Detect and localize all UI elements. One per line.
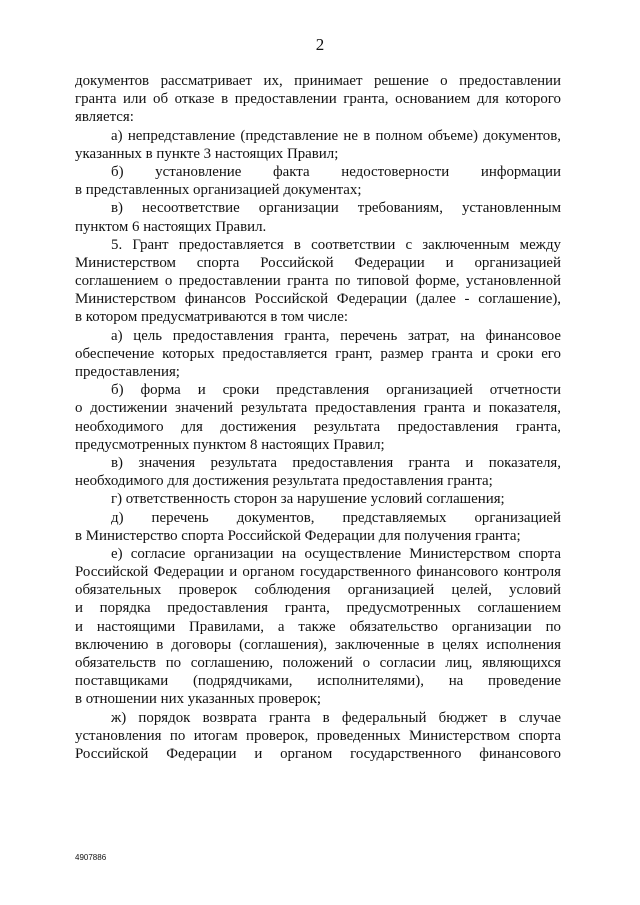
text-line: в отношении них указанных проверок;: [75, 691, 322, 708]
text-line: обязательств по соглашению, положений о согласии лиц, являющихся: [75, 655, 561, 671]
paragraph: [75, 490, 561, 508]
text-line: б) форма и сроки представления организацией отчетности: [111, 382, 561, 399]
text-line: в котором предусматриваются в том числе:: [75, 309, 348, 326]
paragraph: [75, 381, 561, 454]
text-line: о достижении значений результата предоставления гранта и показателя,: [75, 400, 561, 417]
paragraph: [75, 454, 561, 490]
paragraph: [75, 127, 561, 163]
text-line: указанных в пункте 3 настоящих Правил;: [75, 145, 339, 162]
text-line: в) несоответствие организации требованиям, установленным: [111, 200, 561, 217]
text-line: а) цель предоставления гранта, перечень затрат, на финансовое: [111, 327, 561, 344]
paragraph: [75, 327, 561, 382]
text-line: является:: [75, 109, 134, 126]
text-line: 5. Грант предоставляется в соответствии с заключенным между: [111, 236, 561, 253]
text-line: предусмотренных пунктом 8 настоящих Правил;: [75, 436, 385, 453]
text-line: г) ответственность сторон за нарушение условий соглашения;: [111, 491, 505, 508]
text-line: гранта или об отказе в предоставлении гранта, основанием для которого: [75, 91, 561, 108]
paragraph: [75, 545, 561, 709]
text-line: обеспечение которых предоставляется грант, размер гранта и сроки его: [75, 345, 561, 362]
paragraph: [75, 72, 561, 127]
text-line: обязательных проверок соблюдения организацией целей, условий: [75, 582, 561, 599]
paragraph: [75, 163, 561, 199]
document-code: 4907886: [75, 853, 107, 862]
text-line: в) значения результата предоставления гранта и показателя,: [111, 454, 561, 471]
text-line: в Министерство спорта Российской Федерации для получения гранта;: [75, 527, 521, 544]
text-line: документов рассматривает их, принимает решение о предоставлении: [75, 73, 561, 89]
text-line: соглашением о предоставлении гранта по типовой форме, установленной: [75, 273, 561, 290]
text-line: необходимого для достижения результата предоставления гранта;: [75, 473, 493, 490]
text-line: предоставления;: [75, 364, 180, 380]
page-number: 2: [315, 35, 325, 54]
text-line: Российской Федерации и органом государственного финансового контроля: [75, 564, 561, 581]
text-line: б) установление факта недостоверности информации: [111, 163, 561, 180]
paragraph: [75, 709, 561, 764]
text-line: включению в договоры (соглашения), заключенные в целях исполнения: [75, 636, 561, 653]
text-line: необходимого для достижения результата предоставления гранта,: [75, 418, 561, 435]
text-line: е) согласие организации на осуществление Министерством спорта: [111, 545, 561, 562]
paragraph: [75, 509, 561, 545]
text-line: поставщиками (подрядчиками, исполнителями), на проведение: [75, 673, 561, 690]
paragraph: [75, 236, 561, 327]
text-line: ж) порядок возврата гранта в федеральный бюджет в случае: [111, 709, 561, 726]
text-line: и порядка предоставления гранта, предусмотренных соглашением: [75, 600, 561, 617]
text-line: а) непредставление (представление не в полном объеме) документов,: [111, 127, 561, 144]
paragraph: [75, 199, 561, 235]
text-line: Российской Федерации и органом государственного финансового: [75, 745, 561, 762]
text-line: пунктом 6 настоящих Правил.: [75, 218, 267, 235]
text-line: д) перечень документов, представляемых организацией: [111, 509, 561, 526]
text-line: Министерством спорта Российской Федерации и организацией: [75, 254, 561, 271]
text-line: Министерством финансов Российской Федерации (далее - соглашение),: [75, 291, 561, 308]
text-line: в представленных организацией документах;: [75, 182, 362, 199]
text-line: и настоящими Правилами, а также обязательство организации по: [75, 618, 561, 635]
document-body: [75, 72, 561, 763]
text-line: установления по итогам проверок, проведенных Министерством спорта: [75, 727, 561, 744]
